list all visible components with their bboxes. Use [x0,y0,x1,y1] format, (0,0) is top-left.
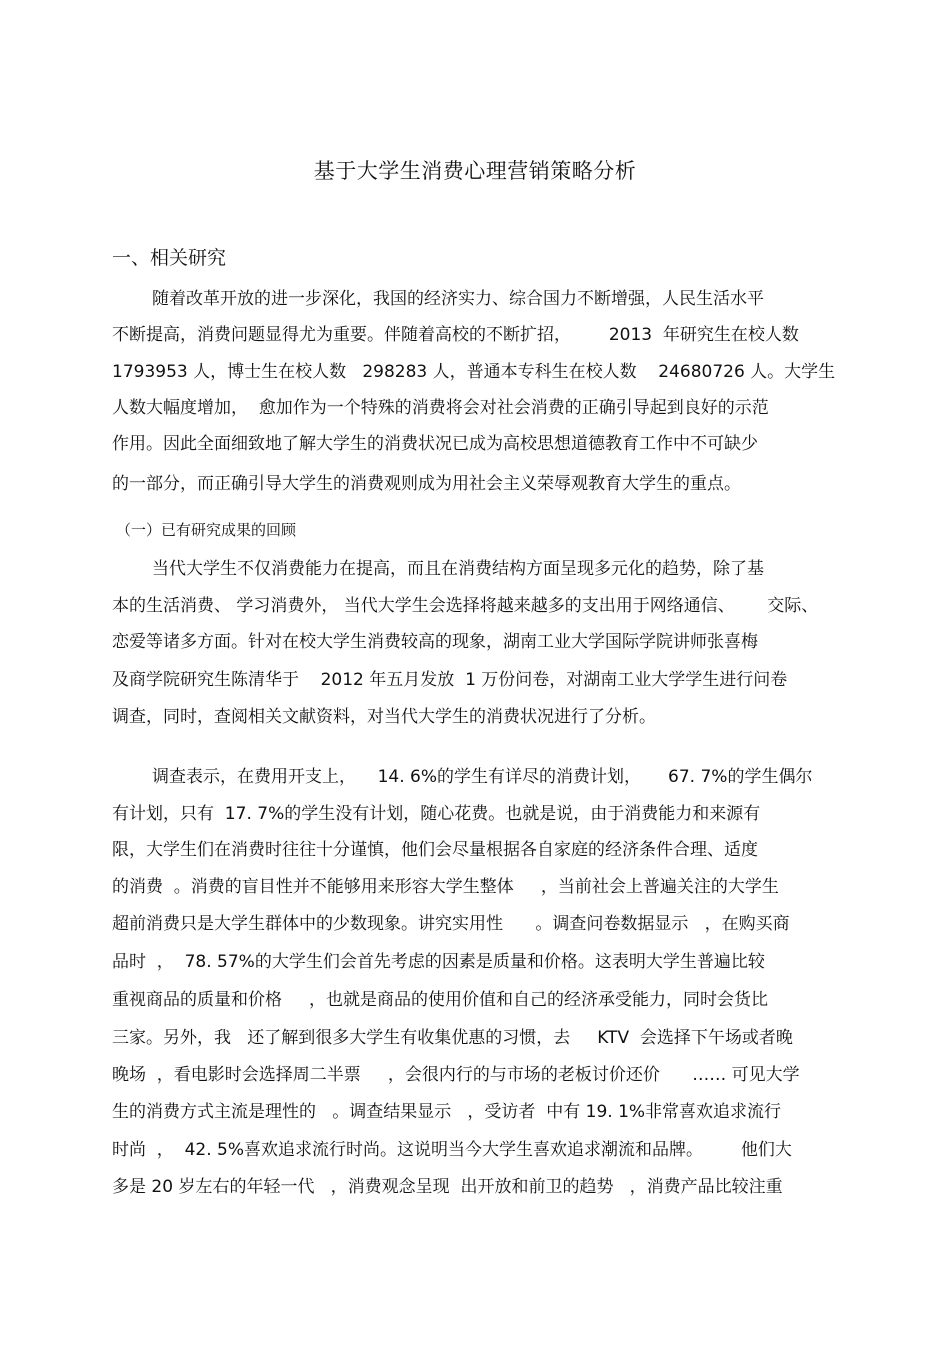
paragraph-line: 恋爱等诸多方面。针对在校大学生消费较高的现象，湖南工业大学国际学院讲师张喜梅 [112,632,758,652]
paragraph-line: 超前消费只是大学生群体中的少数现象。讲究实用性 。调查问卷数据显示 ，在购买商 [112,914,790,934]
paragraph-line: 限，大学生们在消费时往往十分谨慎，他们会尽量根据各自家庭的经济条件合理、适度 [112,840,758,860]
subsection-heading: （一）已有研究成果的回顾 [116,521,297,539]
paragraph-line: 的一部分，而正确引导大学生的消费观则成为用社会主义荣辱观教育大学生的重点。 [112,474,741,494]
paragraph-line: 有计划，只有 17. 7%的学生没有计划，随心花费。也就是说，由于消费能力和来源有 [112,804,761,824]
paragraph-line: 时尚 ， 42. 5%喜欢追求流行时尚。这说明当今大学生喜欢追求潮流和品牌。 他们大 [112,1140,792,1160]
paragraph-line: 的消费 。消费的盲目性并不能够用来形容大学生整体 ，当前社会上普遍关注的大学生 [112,877,779,897]
paragraph-line: 及商学院研究生陈清华于 2012 年五月发放 1 万份问卷，对湖南工业大学学生进行问卷 [112,670,788,690]
paragraph-line: 人数大幅度增加， 愈加作为一个特殊的消费将会对社会消费的正确引导起到良好的示范 [112,398,769,418]
paragraph-line: 三家。另外，我 还了解到很多大学生有收集优惠的习惯，去 KTV 会选择下午场或者晚 [112,1028,793,1048]
paragraph-line: 作用。因此全面细致地了解大学生的消费状况已成为高校思想道德教育工作中不可缺少 [112,434,758,454]
paragraph-line: 晚场 ，看电影时会选择周二半票 ，会很内行的与市场的老板讨价还价 …… 可见大学 [112,1065,800,1085]
paragraph-line: 调查，同时，查阅相关文献资料，对当代大学生的消费状况进行了分析。 [112,707,656,727]
paragraph-line: 本的生活消费、 学习消费外， 当代大学生会选择将越来越多的支出用于网络通信、 交际、 [112,596,819,616]
paragraph-line: 随着改革开放的进一步深化，我国的经济实力、综合国力不断增强，人民生活水平 [152,289,764,309]
section-heading: 一、相关研究 [112,247,227,269]
paragraph-line: 品时 ， 78. 57%的大学生们会首先考虑的因素是质量和价格。这表明大学生普遍比较 [112,952,765,972]
paragraph-line: 多是 20 岁左右的年轻一代 ，消费观念呈现 出开放和前卫的趋势 ，消费产品比较注重 [112,1177,783,1197]
paragraph-line: 不断提高，消费问题显得尤为重要。伴随着高校的不断扩招， 2013 年研究生在校人数 [112,325,799,345]
document-title: 基于大学生消费心理营销策略分析 [313,159,637,183]
paragraph-line: 1793953 人，博士生在校人数 298283 人，普通本专科生在校人数 24680726 人。大学生 [112,362,836,382]
paragraph-line: 当代大学生不仅消费能力在提高，而且在消费结构方面呈现多元化的趋势，除了基 [152,559,764,579]
paragraph-line: 重视商品的质量和价格 ，也就是商品的使用价值和自己的经济承受能力，同时会货比 [112,990,769,1010]
paragraph-line: 调查表示，在费用开支上， 14. 6%的学生有详尽的消费计划， 67. 7%的学生偶尔 [152,767,813,787]
paragraph-line: 生的消费方式主流是理性的 。调查结果显示 ，受访者 中有 19. 1%非常喜欢追求流行 [112,1102,782,1122]
